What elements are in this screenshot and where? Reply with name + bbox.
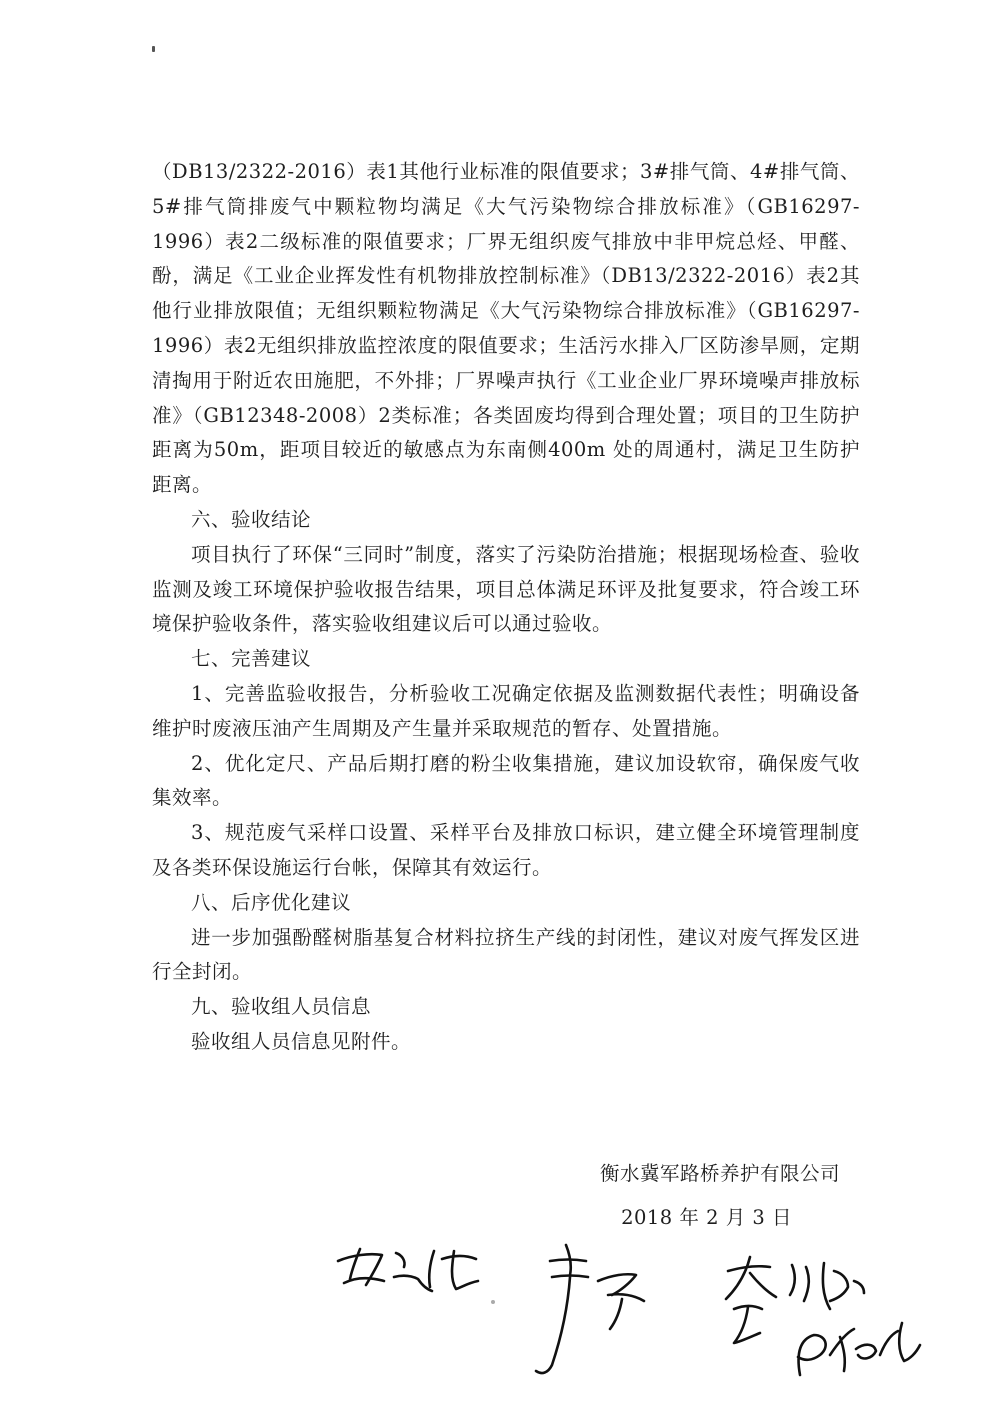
signature-4 — [798, 1323, 920, 1375]
heading-section-8: 八、后序优化建议 — [191, 890, 352, 914]
signature-3 — [726, 1257, 864, 1343]
paragraph-conclusion: 项目执行了环保“三同时”制度，落实了污染防治措施；根据现场检查、验收监测及竣工环境保护验收报告结果，项目总体满足环评及批复要求，符合竣工环境保护验收条件，落实验收组建议后可以通过验收。 — [152, 542, 860, 636]
paragraph-suggestion-2: 2、优化定尺、产品后期打磨的粉尘收集措施，建议加设软帘，确保废气收集效率。 — [152, 751, 860, 810]
paragraph-suggestion-1: 1、完善监验收报告，分析验收工况确定依据及监测数据代表性；明确设备维护时废液压油产生周期及产生量并采取规范的暂存、处置措施。 — [152, 681, 860, 740]
paragraph-members: 验收组人员信息见附件。 — [191, 1029, 412, 1053]
company-name: 衡水冀军路桥养护有限公司 — [599, 1162, 840, 1185]
paragraph-suggestion-3: 3、规范废气采样口设置、采样平台及排放口标识，建立健全环境管理制度及各类环保设施运行台帐，保障其有效运行。 — [152, 821, 860, 879]
paragraph-standards: （DB13/2322-2016）表1其他行业标准的限值要求；3#排气筒、4#排气筒、5#排气筒排废气中颗粒物均满足《大气污染物综合排放标准》（GB16297-1996）表2二级标准的限值要求；厂界无组织废气排放中非甲烷总烃、甲醛、酚，满足《工业企业挥发性有机物排放控制标准》（DB13/2322-2016）表2其他行业排放限值；无组织颗粒物满足《大气污染物综合排放标准》（GB16297-1996）表2无组织排放监控浓度的限值要求；生活污水排入厂区防渗旱厕，定期清掏用于附近农田施肥，不外排；厂界噪声执行《工业企业厂界环境噪声排放标准》（GB12348-2008）2类标准；各类固废均得到合理处置；项目的卫生防护距离为50m，距项目较近的敏感点为东南侧400m 处的周通村，满足卫生防护距离。 — [152, 160, 860, 497]
heading-section-6: 六、验收结论 — [191, 507, 312, 531]
heading-section-9: 九、验收组人员信息 — [191, 995, 372, 1019]
paragraph-optimization: 进一步加强酚醛树脂基复合材料拉挤生产线的封闭性，建议对废气挥发区进行全封闭。 — [152, 925, 860, 984]
signature-2 — [536, 1245, 644, 1373]
sign-date: 2018 年 2 月 3 日 — [621, 1206, 792, 1229]
heading-section-7: 七、完善建议 — [191, 647, 312, 671]
signature-1 — [338, 1249, 478, 1291]
handwritten-signatures — [330, 1225, 930, 1405]
document-body — [152, 155, 860, 1060]
signature-drawing — [330, 1225, 930, 1405]
scan-speck — [152, 46, 155, 52]
